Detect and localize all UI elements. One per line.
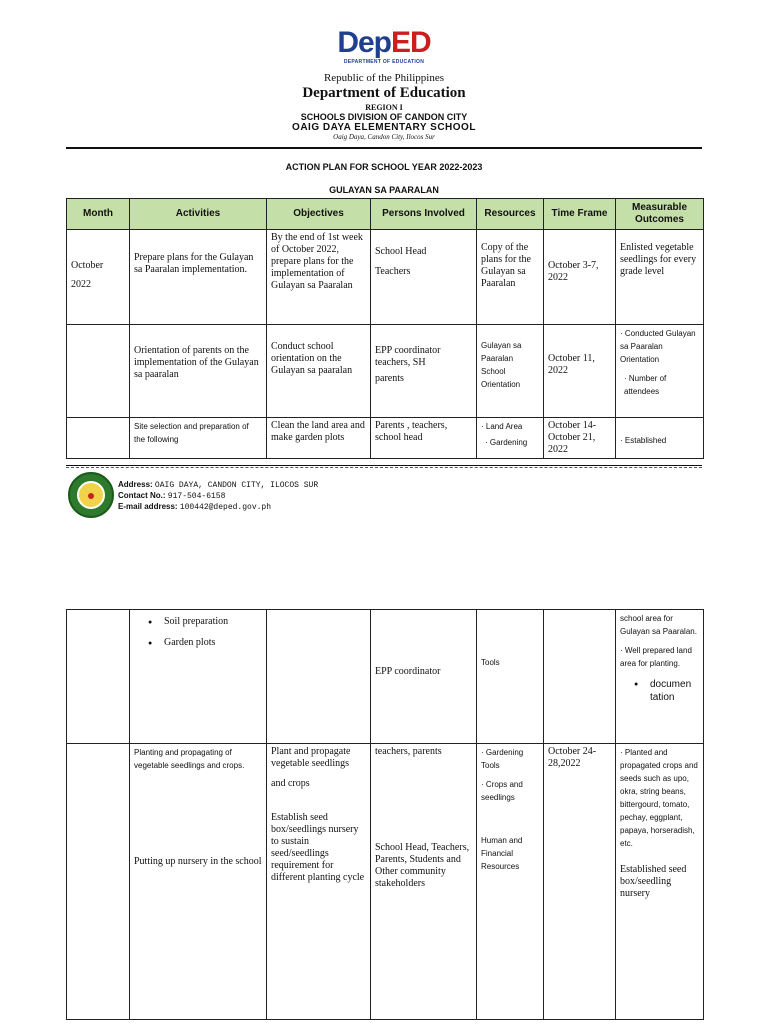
persons-line: School Head [375, 246, 427, 257]
header-divider [66, 147, 702, 149]
cell-month [67, 325, 130, 418]
cell-outcome [616, 744, 704, 1020]
objective-line: Plant and propagate vegetable seedlings [271, 746, 351, 769]
activity-line: Putting up nursery in the school [134, 856, 262, 867]
table-header-row [67, 199, 704, 230]
footer-divider [66, 465, 702, 468]
cell-resources [477, 418, 544, 459]
table-row [67, 230, 704, 325]
cell-activity: Site selection and preparation of the following [130, 418, 267, 459]
school-seal-icon [68, 472, 114, 518]
republic-line: Republic of the Philippines [323, 72, 445, 84]
outcome-line: · Planted and propagated crops and seeds such as upo, okra, string beans, bittergourd, tomato, pechay, eggplant, papaya, horseradish, etc. [620, 748, 698, 848]
cell-resources [477, 744, 544, 1020]
cell-resources: Copy of the plans for the Gulayan sa Paaralan [477, 230, 544, 325]
persons-line: School Head, Teachers, Parents, Students and Other community stakeholders [375, 842, 470, 889]
outcome-line: · Number of attendees [624, 374, 667, 396]
header-outcomes: Measurable Outcomes [616, 199, 704, 230]
cell-time [544, 610, 616, 744]
action-plan-table [66, 198, 704, 459]
program-title: GULAYAN SA PAARALAN [329, 185, 439, 195]
header-persons: Persons Involved [371, 199, 477, 230]
persons-line: parents [375, 373, 404, 384]
cell-time: October 11, 2022 [544, 325, 616, 418]
cell-objective: Conduct school orientation on the Gulayan sa paaralan [267, 325, 371, 418]
persons-line: teachers, parents [375, 746, 442, 757]
deped-logo [337, 28, 430, 65]
cell-time: October 14- October 21, 2022 [544, 418, 616, 459]
cell-persons [371, 230, 477, 325]
cell-time: October 24-28,2022 [544, 744, 616, 1020]
header-resources: Resources [477, 199, 544, 230]
resource-line: · Gardening Tools [481, 748, 524, 770]
cell-resources: Tools [477, 610, 544, 744]
contact-block [118, 480, 318, 513]
cell-outcome: · Established [616, 418, 704, 459]
cell-persons [371, 744, 477, 1020]
resource-line: Human and Financial Resources [481, 836, 523, 871]
region-line: REGION I [365, 103, 403, 112]
persons-line: Teachers [375, 266, 411, 277]
cell-month [67, 744, 130, 1020]
contact-value: 917-504-6158 [167, 492, 226, 501]
school-line: OAIG DAYA ELEMENTARY SCHOOL [292, 122, 476, 133]
bullet-list [134, 616, 262, 649]
cell-outcome [616, 325, 704, 418]
list-item: ● documen tation [620, 678, 699, 704]
resource-line: · Crops and seedlings [481, 780, 523, 802]
list-item: ● Garden plots [134, 637, 262, 649]
outcome-line: Established seed box/seedling nursery [620, 864, 687, 899]
cell-activity: Orientation of parents on the implementation of the Gulayan sa paaralan [130, 325, 267, 418]
cell-month [67, 418, 130, 459]
letterhead [0, 28, 768, 141]
activity-line: Planting and propagating of vegetable seedlings and crops. [134, 748, 245, 770]
location-line: Oaig Daya, Candon City, Ilocos Sur [333, 133, 435, 141]
cell-activity [130, 744, 267, 1020]
outcome-line: school area for Gulayan sa Paaralan. [620, 614, 697, 636]
table-row [67, 418, 704, 459]
header-time-frame: Time Frame [544, 199, 616, 230]
cell-objective: By the end of 1st week of October 2022, prepare plans for the implementation of Gulayan sa Paaralan [267, 230, 371, 325]
cell-persons: EPP coordinator [371, 610, 477, 744]
table-row [67, 325, 704, 418]
cell-time: October 3-7, 2022 [544, 230, 616, 325]
header-objectives: Objectives [267, 199, 371, 230]
cell-activity [130, 610, 267, 744]
header-activities: Activities [130, 199, 267, 230]
cell-resources: Gulayan sa Paaralan School Orientation [477, 325, 544, 418]
cell-objective [267, 744, 371, 1020]
resource-line: · Gardening [485, 438, 528, 447]
cell-objective [267, 610, 371, 744]
footer [66, 472, 702, 522]
table-row [67, 744, 704, 1020]
header-month: Month [67, 199, 130, 230]
persons-line: EPP coordinator teachers, SH [375, 345, 441, 368]
action-plan-table-continued [66, 609, 704, 1020]
address-label: Address: [118, 480, 153, 489]
cell-persons: Parents , teachers, school head [371, 418, 477, 459]
logo-ed-text: ED [391, 26, 431, 59]
list-item: ● Soil preparation [134, 616, 262, 628]
bullet-list [620, 678, 699, 704]
table-row [67, 610, 704, 744]
cell-month [67, 610, 130, 744]
cell-outcome [616, 610, 704, 744]
cell-persons [371, 325, 477, 418]
cell-month: October 2022 [67, 230, 130, 325]
resource-line: · Land Area [481, 422, 523, 431]
cell-outcome: Enlisted vegetable seedlings for every grade level [616, 230, 704, 325]
division-line: SCHOOLS DIVISION OF CANDON CITY [300, 112, 468, 122]
plan-title: ACTION PLAN FOR SCHOOL YEAR 2022-2023 [285, 162, 483, 172]
cell-activity: Prepare plans for the Gulayan sa Paaralan implementation. [130, 230, 267, 325]
objective-line: Establish seed box/seedlings nursery to sustain seed/seedlings requirement for different planting cycle [271, 812, 365, 883]
contact-label: Contact No.: [118, 491, 166, 500]
outcome-line: · Conducted Gulayan sa Paaralan Orientation [620, 329, 696, 364]
email-value: 100442@deped.gov.ph [179, 503, 272, 512]
address-value: OAIG DAYA, CANDON CITY, ILOCOS SUR [154, 481, 319, 490]
objective-line: and crops [271, 778, 310, 789]
email-label: E-mail address: [118, 502, 178, 511]
outcome-line: · Well prepared land area for planting. [620, 646, 692, 668]
department-line: Department of Education [302, 85, 466, 101]
cell-objective: Clean the land area and make garden plots [267, 418, 371, 459]
logo-dep-text: Dep [337, 26, 391, 59]
logo-subtext: DEPARTMENT OF EDUCATION [343, 59, 425, 65]
